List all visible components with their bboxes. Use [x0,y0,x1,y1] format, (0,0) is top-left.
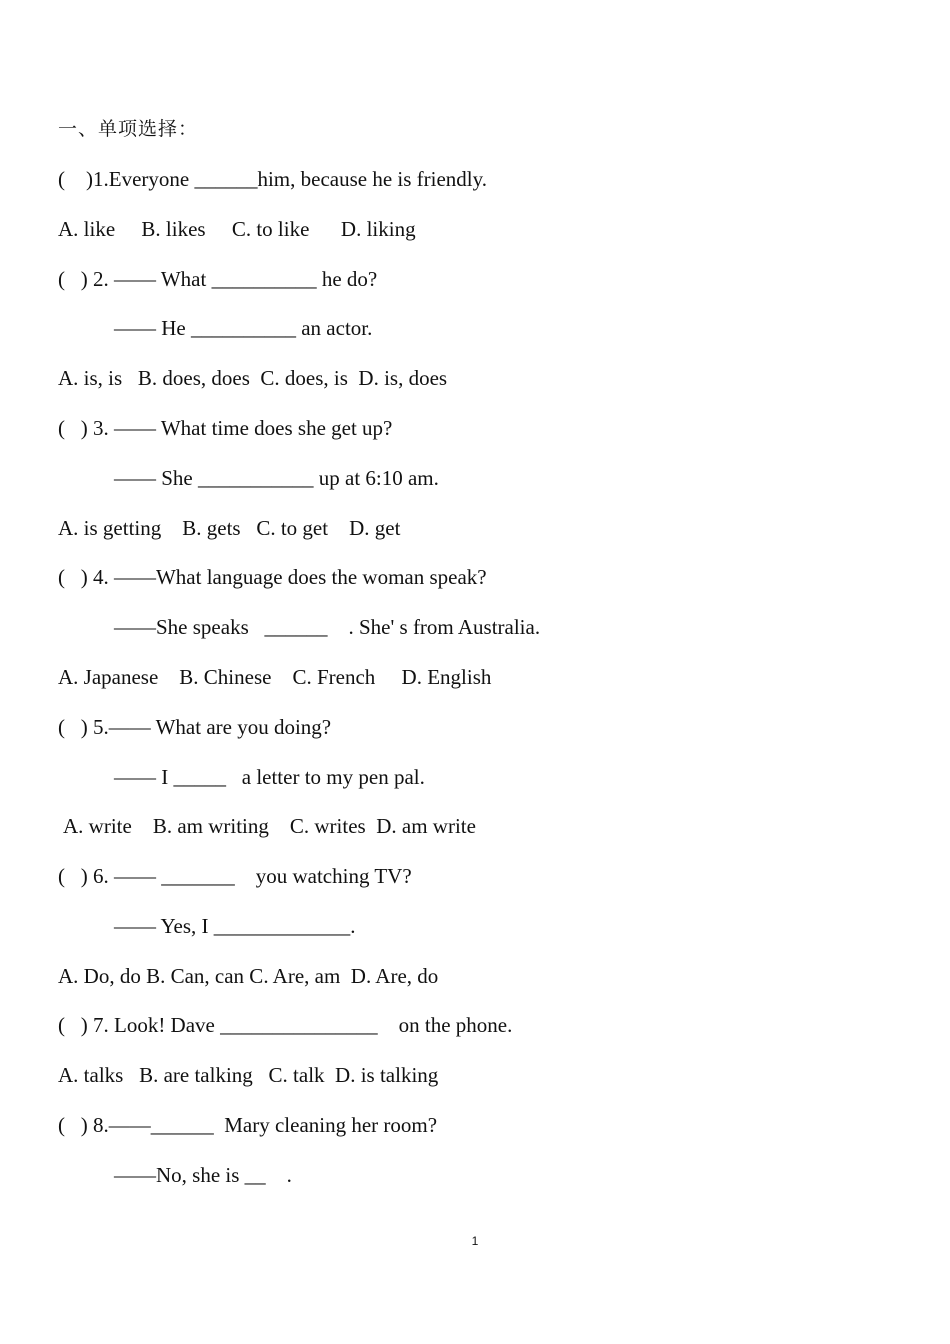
question-8-response: ——No, she is __ . [114,1163,292,1187]
question-2-response: —— He __________ an actor. [114,316,373,340]
question-4-options: A. Japanese B. Chinese C. French D. English [58,665,492,689]
question-3: ( ) 3. —— What time does she get up? [58,416,393,440]
question-5: ( ) 5.—— What are you doing? [58,715,332,739]
question-5-options: A. write B. am writing C. writes D. am write [63,814,476,838]
question-6-response: —— Yes, I _____________. [114,914,356,938]
question-7: ( ) 7. Look! Dave _______________ on the phone. [58,1013,513,1037]
question-7-options: A. talks B. are talking C. talk D. is talking [58,1063,439,1087]
question-8: ( ) 8.——______ Mary cleaning her room? [58,1113,438,1137]
question-3-options: A. is getting B. gets C. to get D. get [58,516,401,540]
question-4: ( ) 4. ——What language does the woman speak? [58,565,487,589]
section-heading: 一、单项选择： [58,118,199,140]
question-4-response: ——She speaks ______ . She' s from Australia. [114,615,541,639]
question-1-options: A. like B. likes C. to like D. liking [58,217,416,241]
question-2: ( ) 2. —— What __________ he do? [58,267,378,291]
question-6-options: A. Do, do B. Can, can C. Are, am D. Are, do [58,964,439,988]
page-number: 1 [471,1234,479,1248]
question-3-response: —— She ___________ up at 6:10 am. [114,466,439,490]
question-1: ( )1.Everyone ______him, because he is friendly. [58,167,488,191]
question-2-options: A. is, is B. does, does C. does, is D. is, does [58,366,448,390]
question-6: ( ) 6. —— _______ you watching TV? [58,864,412,888]
question-5-response: —— I _____ a letter to my pen pal. [114,765,425,789]
